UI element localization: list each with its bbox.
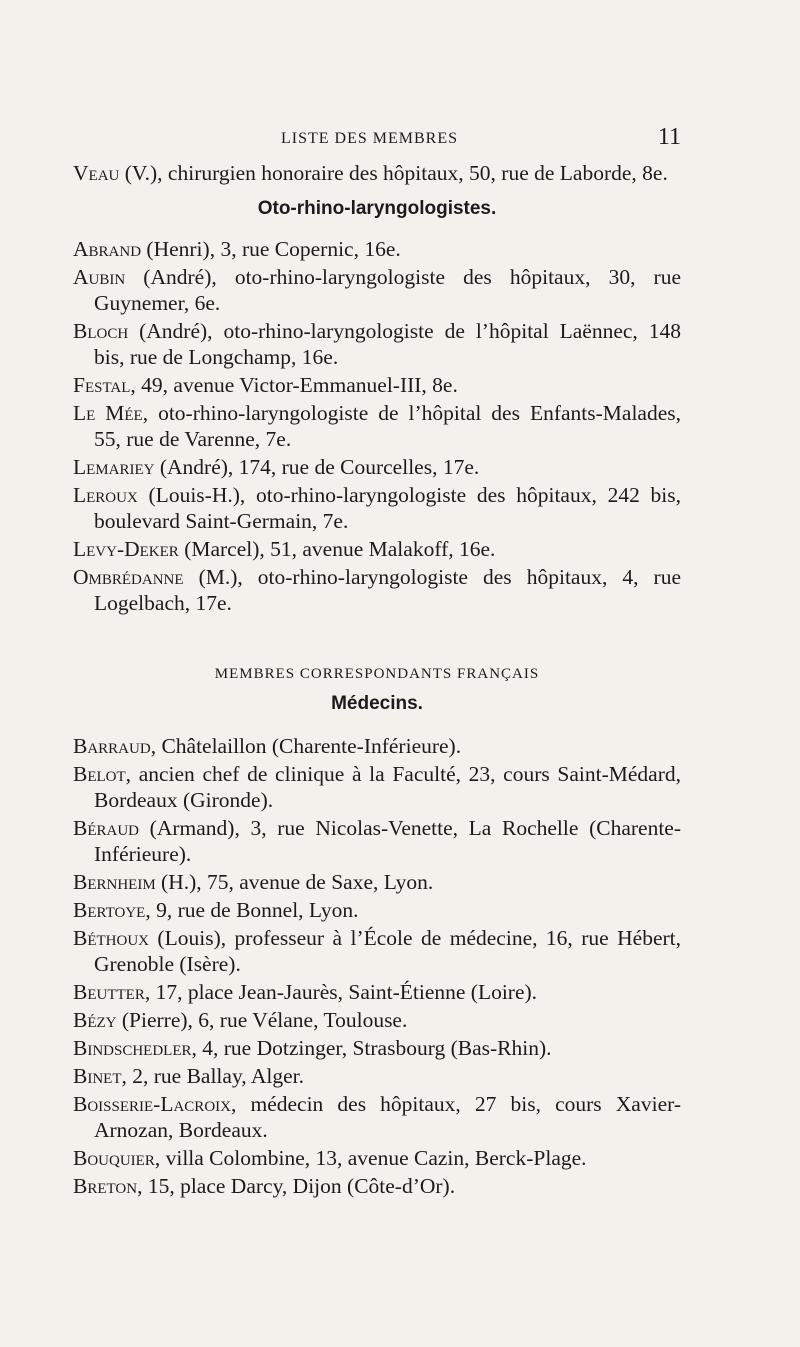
member-details: , 49, avenue Victor-Emmanuel-III, 8e.	[130, 373, 458, 397]
member-details: , villa Colombine, 13, avenue Cazin, Berck-Plage.	[154, 1146, 587, 1170]
page-number: 11	[657, 124, 681, 150]
member-details: (M.), oto-rhino-laryngologiste des hôpitaux, 4, rue Logelbach, 17e.	[94, 565, 681, 615]
top-entry-list	[73, 160, 681, 186]
section-heading-medecins: Médecins.	[331, 693, 423, 714]
member-name: Bézy	[73, 1008, 117, 1032]
member-details: (Louis-H.), oto-rhino-laryngologiste des hôpitaux, 242 bis, boulevard Saint-Germain, 7e.	[94, 483, 681, 533]
member-details: , 15, place Darcy, Dijon (Côte-d’Or).	[137, 1174, 456, 1198]
member-details: (H.), 75, avenue de Saxe, Lyon.	[155, 870, 434, 894]
member-details: , Châtelaillon (Charente-Inférieure).	[150, 734, 462, 758]
member-entry	[73, 1173, 681, 1199]
member-details: , ancien chef de clinique à la Faculté, 23, cours Saint-Médard, Bordeaux (Gironde).	[94, 762, 681, 812]
member-details: (André), oto-rhino-laryngologiste des hôpitaux, 30, rue Guynemer, 6e.	[94, 265, 681, 315]
member-entry	[73, 482, 681, 534]
member-entry	[73, 761, 681, 813]
member-details: , 2, rue Ballay, Alger.	[121, 1064, 305, 1088]
member-entry	[73, 400, 681, 452]
member-details: (Marcel), 51, avenue Malakoff, 16e.	[178, 537, 496, 561]
member-name: Bouquier	[73, 1146, 155, 1170]
member-name: Aubin	[73, 265, 126, 289]
member-name: Bindschedler	[73, 1036, 192, 1060]
member-details: (Pierre), 6, rue Vélane, Toulouse.	[116, 1008, 408, 1032]
member-details: (Louis), professeur à l’École de médecine, 16, rue Hébert, Grenoble (Isère).	[94, 926, 681, 976]
member-details: , 17, place Jean-Jaurès, Saint-Étienne (Loire).	[144, 980, 538, 1004]
member-entry	[73, 536, 681, 562]
member-name: Béthoux	[73, 926, 149, 950]
member-details: (V.), chirurgien honoraire des hôpitaux, 50, rue de Laborde, 8e.	[119, 161, 668, 185]
member-name: Abrand	[73, 237, 142, 261]
member-entry	[73, 236, 681, 262]
member-details: , médecin des hôpitaux, 27 bis, cours Xavier-Arnozan, Bordeaux.	[94, 1092, 681, 1142]
member-entry	[73, 564, 681, 616]
member-entry	[73, 264, 681, 316]
section-heading-oto: Oto-rhino-laryngologistes.	[257, 198, 497, 219]
member-name: Beutter	[73, 980, 145, 1004]
member-details: (Armand), 3, rue Nicolas-Venette, La Rochelle (Charente-Inférieure).	[94, 816, 681, 866]
section-subheading-correspondants: MEMBRES CORRESPONDANTS FRANÇAIS	[214, 666, 540, 682]
member-name: Bernheim	[73, 870, 156, 894]
member-entry	[73, 925, 681, 977]
page-content	[73, 160, 681, 1201]
member-name: Levy-Deker	[73, 537, 179, 561]
member-name: Veau	[73, 161, 120, 185]
member-name: Leroux	[73, 483, 138, 507]
member-details: (André), oto-rhino-laryngologiste de l’hôpital Laënnec, 148 bis, rue de Longchamp, 16e.	[94, 319, 681, 369]
running-head	[73, 124, 681, 154]
member-entry	[73, 979, 681, 1005]
member-entry	[73, 1035, 681, 1061]
member-details: , oto-rhino-laryngologiste de l’hôpital des Enfants-Malades, 55, rue de Varenne, 7e.	[94, 401, 681, 451]
member-name: Belot	[73, 762, 126, 786]
member-name: Lemariey	[73, 455, 155, 479]
member-entry	[73, 372, 681, 398]
member-name: Ombrédanne	[73, 565, 184, 589]
member-entry	[73, 1007, 681, 1033]
member-entry	[73, 815, 681, 867]
member-entry	[73, 160, 681, 186]
member-entry	[73, 454, 681, 480]
member-name: Boisserie-Lacroix	[73, 1092, 231, 1116]
member-entry	[73, 733, 681, 759]
member-entry	[73, 897, 681, 923]
member-name: Le Mée	[73, 401, 143, 425]
oto-entry-list	[73, 236, 681, 616]
member-details: , 9, rue de Bonnel, Lyon.	[145, 898, 359, 922]
member-name: Bloch	[73, 319, 129, 343]
member-entry	[73, 318, 681, 370]
member-name: Festal	[73, 373, 131, 397]
member-name: Binet	[73, 1064, 122, 1088]
member-details: (Henri), 3, rue Copernic, 16e.	[141, 237, 401, 261]
member-name: Bertoye	[73, 898, 146, 922]
member-details: (André), 174, rue de Courcelles, 17e.	[154, 455, 480, 479]
member-entry	[73, 1063, 681, 1089]
running-head-title: LISTE DES MEMBRES	[281, 130, 459, 147]
member-entry	[73, 869, 681, 895]
member-entry	[73, 1145, 681, 1171]
member-details: , 4, rue Dotzinger, Strasbourg (Bas-Rhin).	[191, 1036, 552, 1060]
medecins-entry-list	[73, 733, 681, 1199]
member-entry	[73, 1091, 681, 1143]
member-name: Breton	[73, 1174, 138, 1198]
member-name: Béraud	[73, 816, 140, 840]
member-name: Barraud	[73, 734, 151, 758]
